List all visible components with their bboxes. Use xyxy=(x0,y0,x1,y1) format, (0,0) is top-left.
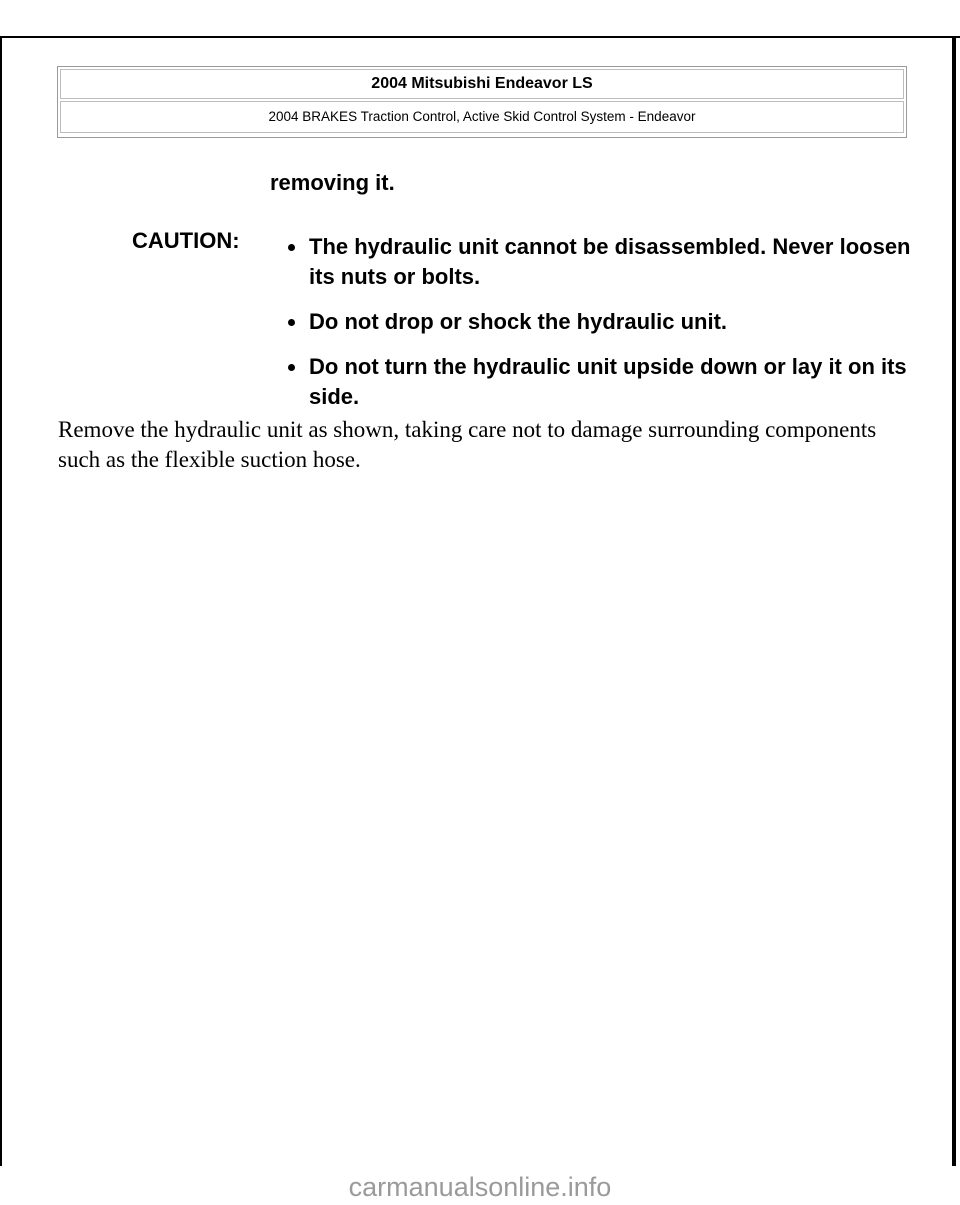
document-title: 2004 Mitsubishi Endeavor LS xyxy=(60,69,904,99)
bullet-icon xyxy=(288,319,295,326)
caution-list xyxy=(282,232,922,427)
watermark: carmanualsonline.info xyxy=(348,1172,612,1202)
document-subtitle: 2004 BRAKES Traction Control, Active Skid Control System - Endeavor xyxy=(60,101,904,133)
caution-item xyxy=(282,352,922,412)
document-header xyxy=(57,66,907,138)
page-border-left xyxy=(0,36,2,1166)
bullet-icon xyxy=(288,244,295,251)
page-border-right xyxy=(952,36,956,1166)
bullet-icon xyxy=(288,364,295,371)
caution-item-text: Do not turn the hydraulic unit upside down or lay it on its side. xyxy=(309,354,907,409)
instruction-paragraph: Remove the hydraulic unit as shown, taking care not to damage surrounding components such as the flexible suction hose. xyxy=(58,417,877,472)
caution-item xyxy=(282,307,922,337)
caution-item xyxy=(282,232,922,292)
caution-item-text: The hydraulic unit cannot be disassembled. Never loosen its nuts or bolts. xyxy=(309,234,911,289)
caution-item-text: Do not drop or shock the hydraulic unit. xyxy=(309,309,728,334)
page-border-top xyxy=(0,36,960,38)
caution-label: CAUTION: xyxy=(132,228,240,253)
continued-text: removing it. xyxy=(270,170,395,195)
